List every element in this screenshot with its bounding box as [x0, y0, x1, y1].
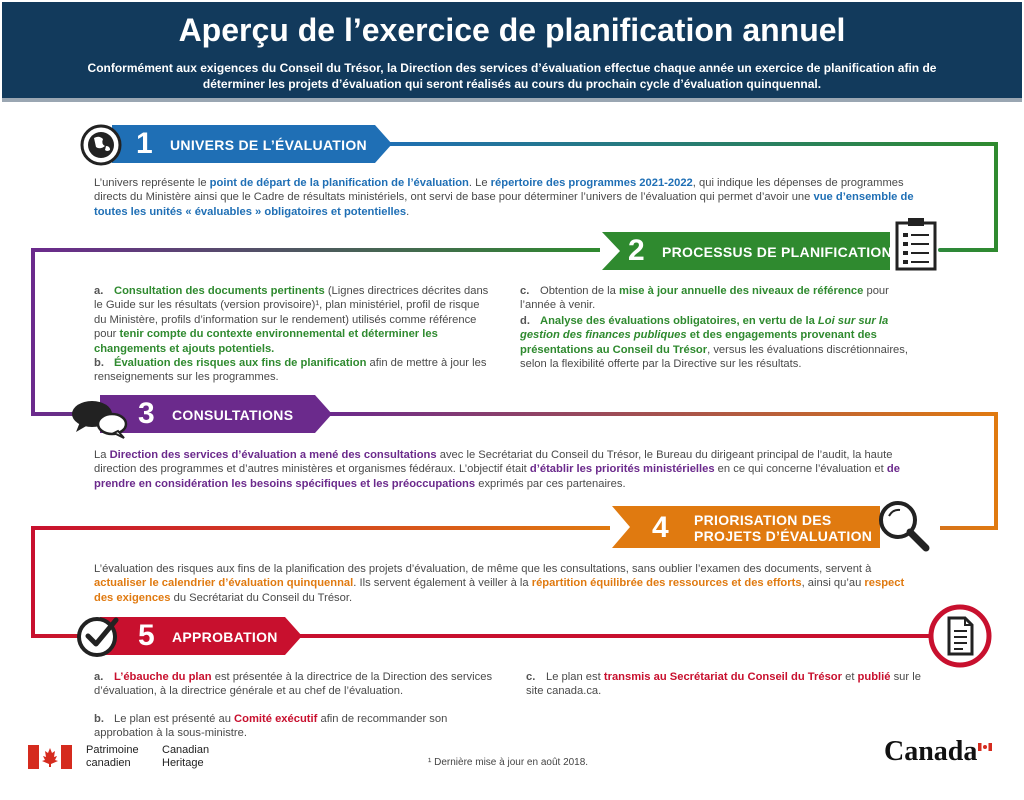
step2-title: PROCESSUS DE PLANIFICATION: [662, 244, 893, 260]
speech-bubbles-icon: [70, 398, 132, 445]
step1-title: UNIVERS DE L’ÉVALUATION: [170, 137, 367, 153]
step2-item-a: a. Consultation des documents pertinents (Lignes directrices décrites dans le Guide sur les résultats (version provisoire)¹, plan ministériel, profil de risque du Ministère, profils d’information sur le rendement) utilisés comme référence pour tenir compte du contexte environnemental et déterminer les changements et ajouts potentiels.: [94, 285, 489, 355]
step5-item-c: c. Le plan est transmis au Secrétariat du Conseil du Trésor et publié sur le site canada.ca.: [526, 671, 921, 698]
step2-item-b: b. Évaluation des risques aux fins de planification afin de mettre à jour les renseignements sur les programmes.: [94, 357, 487, 384]
step5-number: 5: [138, 619, 155, 652]
step3-text: La Direction des services d’évaluation a mené des consultations avec le Secrétariat du Conseil du Trésor, le Bureau du dirigeant principal de l’audit, la haute direction des programmes et d’autres ministères et organismes fédéraux. L’objectif était d’établir les priorités ministérielles en ce qui concerne l’évaluation et de prendre en considération les besoins spécifiques et les préoccupations exprimés par ces partenaires.: [94, 449, 900, 490]
footer-department-fr: Patrimoine canadien: [86, 744, 139, 769]
step4-title-line1: PRIORISATION DES: [694, 512, 832, 528]
step2-item-d: d. Analyse des évaluations obligatoires, en vertu de la Loi sur sur la gestion des finances publiques et des engagements provenant des présentations au Conseil du Trésor, versus les évaluations discrétionnaires, selon la flexibilité offerte par la Directive sur les résultats.: [520, 315, 908, 371]
step4-title-line2: PROJETS D’ÉVALUATION: [694, 528, 873, 544]
step2-number: 2: [628, 234, 645, 267]
step1-number: 1: [136, 127, 153, 160]
footer-department-en: Canadian Heritage: [162, 744, 210, 769]
page-title: Aperçu de l’exercice de planification annuel: [178, 12, 846, 48]
footnote: ¹ Dernière mise à jour en août 2018.: [428, 757, 589, 768]
step3-title: CONSULTATIONS: [172, 407, 294, 423]
step5-item-b: b. Le plan est présenté au Comité exécutif afin de recommander son approbation à la sous-ministre.: [94, 713, 448, 740]
step1-text: L’univers représente le point de départ de la planification de l’évaluation. Le répertoire des programmes 2021-2022, qui indique les dépenses de programmes directs du Ministère ainsi que le Cadre de résultats ministériels, ont servi de base pour déterminer l’univers de l’évaluation qui permet d’avoir une vue d’ensemble de toutes les unités « évaluables » obligatoires et potentielles.: [94, 177, 914, 218]
document-icon: [928, 604, 992, 673]
intro-text: Conformément aux exigences du Conseil du Trésor, la Direction des services d’évaluation effectue chaque année un exercice de planification afin de déterminer les projets d’évaluation qui seront réalisés au cours du prochain cycle d’évaluation quinquennal.: [87, 61, 937, 91]
clipboard-checklist-icon: [894, 216, 938, 277]
step4-text: L’évaluation des risques aux fins de la planification des projets d’évaluation, de même que les consultations, sans oublier l’examen des documents, servent à actualiser le calendrier d’évaluation quinquennal. Ils servent également à veiller à la répartition équilibrée des ressources et des efforts, ainsi qu’au respect des exigences du Secrétariat du Conseil du Trésor.: [94, 563, 905, 604]
step5-title: APPROBATION: [172, 629, 278, 645]
step2-item-c: c. Obtention de la mise à jour annuelle des niveaux de référence pour l’année à venir.: [520, 285, 889, 312]
magnifying-glass-icon: [876, 498, 930, 557]
step5-item-a: a. L’ébauche du plan est présentée à la directrice de la Direction des services d’évaluation, à la directrice générale et au chef de l’évaluation.: [94, 671, 493, 698]
canada-wordmark: Canada: [884, 736, 978, 767]
step3-number: 3: [138, 397, 155, 430]
step4-number: 4: [652, 511, 669, 544]
canada-flag-icon: [28, 745, 72, 774]
checkmark-circle-icon: [76, 614, 120, 663]
wordmark-flag-icon: [978, 738, 992, 756]
globe-icon: [80, 124, 122, 171]
